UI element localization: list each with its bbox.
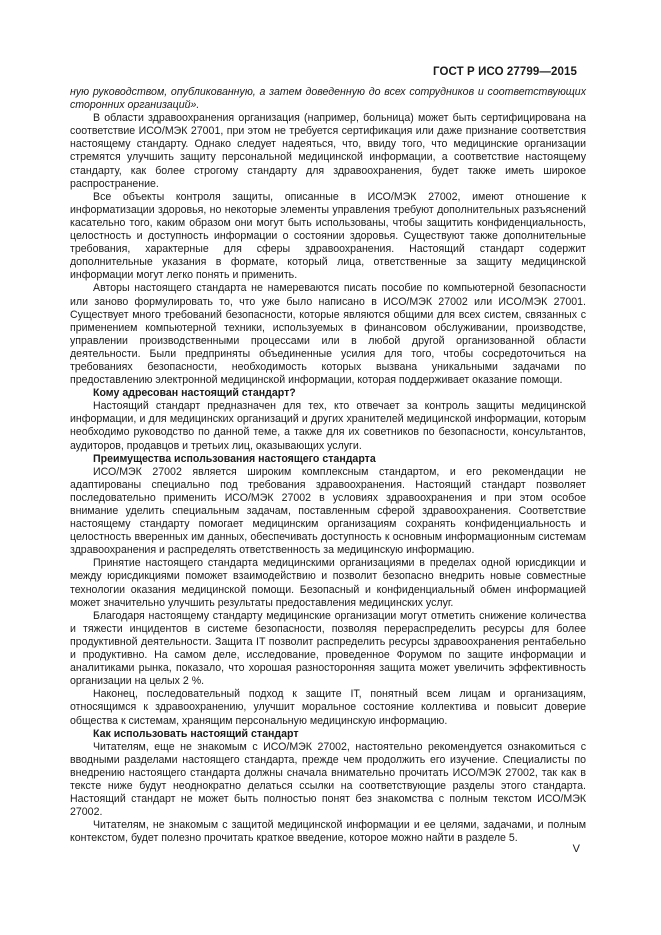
page-number: V bbox=[572, 843, 580, 855]
paragraph: Авторы настоящего стандарта не намереваются писать пособие по компьютерной безопасности или заново формулировать то, что уже было написано в ИСО/МЭК 27002 или ИСО/МЭК 27001. Существует много требований безопасности, которые являются общими для всех систем, связанных с применением компьютерной техники, используемых в финансовом обслуживании, производстве, управлении производственными процессами или в любой другой организованной области деятельности. Были предприняты объединенные усилия для того, чтобы сосредоточиться на требованиях безопасности, необходимость которых вызвана уникальными задачами по предоставлению электронной медицинской информации, которая поддерживает оказание помощи. bbox=[70, 282, 586, 387]
section-heading-usage: Как использовать настоящий стандарт bbox=[93, 727, 299, 740]
paragraph: Настоящий стандарт предназначен для тех, кто отвечает за контроль защиты медицинской информации, и для медицинских организаций и других хранителей медицинской информации, которым необходимо руководство по данной теме, а также для их советников по безопасности, консультантов, аудиторов, продавцов и третьих лиц, оказывающих услуги. bbox=[70, 400, 586, 452]
paragraph: Читателям, еще не знакомым с ИСО/МЭК 27002, настоятельно рекомендуется ознакомиться с вводными разделами настоящего стандарта, прежде чем продолжить его изучение. Специалисты по внедрению настоящего стандарта должны сначала внимательно прочитать ИСО/МЭК 27002, так как в тексте ниже будут неоднократно делаться ссылки на соответствующие разделы этого стандарта. Настоящий стандарт не может быть полностью понят без знакомства с полным текстом ИСО/МЭК 27002. bbox=[70, 740, 586, 819]
section-heading-audience: Кому адресован настоящий стандарт? bbox=[93, 387, 296, 400]
paragraph: Принятие настоящего стандарта медицинскими организациями в пределах одной юрисдикции и между юрисдикциями поможет взаимодействию и позволит безопасно внедрить новые совместные технологии оказания медицинской помощи. Безопасный и конфиденциальный обмен информацией может значительно улучшить результаты предоставления медицинских услуг. bbox=[70, 557, 586, 609]
document-body bbox=[70, 86, 586, 845]
section-heading-benefits: Преимущества использования настоящего стандарта bbox=[93, 452, 376, 465]
paragraph: Наконец, последовательный подход к защите IT, понятный всем лицам и организациям, относящимся к здравоохранению, улучшит моральное состояние коллектива и повысит доверие общества к системам, хранящим персональную медицинскую информацию. bbox=[70, 688, 586, 727]
document-header-id: ГОСТ Р ИСО 27799—2015 bbox=[432, 66, 577, 78]
paragraph: В области здравоохранения организация (например, больница) может быть сертифицирована на соответствие ИСО/МЭК 27001, при этом не требуется сертификация или даже признание соответствия настоящему стандарту. Однако следует надеяться, что, ввиду того, что медицинские организации стремятся улучшить защиту персональной медицинской информации, а соответствие настоящему стандарту, как более строгому стандарту для здравоохранения, будет также иметь широкое распространение. bbox=[70, 112, 586, 190]
paragraph: Благодаря настоящему стандарту медицинские организации могут отметить снижение количества и тяжести инцидентов в системе безопасности, позволяя перераспределить ресурсы для более продуктивной деятельности. Защита IT позволит распределить ресурсы здравоохранения рентабельно и продуктивно. На самом деле, исследование, проведенное Форумом по защите информации и аналитиками рынка, показало, что хорошая разносторонняя защита может увеличить эффективность организации на целых 2 %. bbox=[70, 609, 586, 688]
paragraph: Читателям, не знакомым с защитой медицинской информации и ее целями, задачами, и полным контекстом, будет полезно прочитать краткое введение, которое можно найти в разделе 5. bbox=[70, 819, 586, 845]
paragraph: ИСО/МЭК 27002 является широким комплексным стандартом, и его рекомендации не адаптированы специально под требования здравоохранения. Настоящий стандарт позволяет последовательно применить ИСО/МЭК 27002 в условиях здравоохранения и при этом особое внимание уделить специальным задачам, поставленным сферой здравоохранения. Соответствие настоящему стандарту помогает медицинским организациям сохранять конфиденциальность и целостность вверенных им данных, обеспечивать доступность к основным информационным системам здравоохранения и распределять ответственность за медицинскую информацию. bbox=[70, 465, 586, 557]
paragraph-continuation: ную руководством, опубликованную, а затем доведенную до всех сотрудников и соответствующих сторонних организаций». bbox=[70, 86, 586, 112]
paragraph: Все объекты контроля защиты, описанные в ИСО/МЭК 27002, имеют отношение к информатизации здоровья, но некоторые элементы управления требуют дополнительных разъяснений касательно того, каким образом они могут быть использованы, чтобы защитить конфиденциальность, целостность и доступность информации о состоянии здоровья. Существуют также дополнительные требования, характерные для сферы здравоохранения. Настоящий стандарт содержит дополнительные указания в формате, который лица, ответственные за защиту медицинской информации могут легко понять и применить. bbox=[70, 190, 586, 282]
